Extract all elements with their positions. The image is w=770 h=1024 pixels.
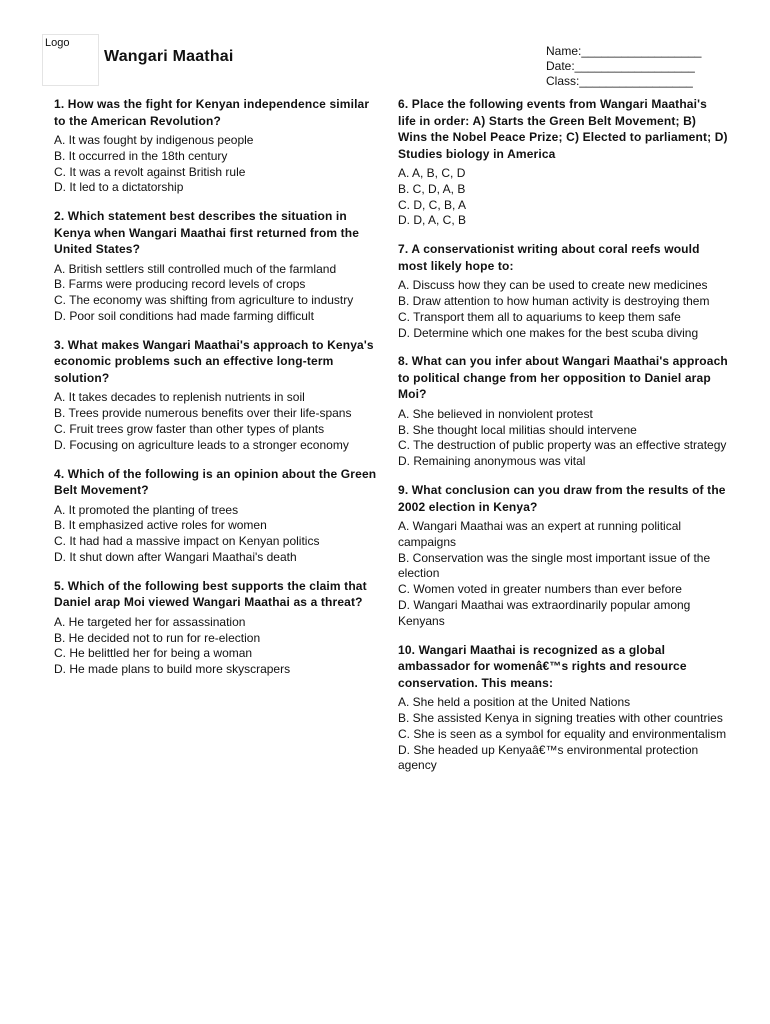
answer-option[interactable]: B. He decided not to run for re-election — [54, 630, 261, 645]
answer-option[interactable]: C. The destruction of public property was an effective strategy — [398, 438, 727, 453]
question-text: 7. A conservationist writing about coral reefs would most likely hope to: — [398, 242, 700, 273]
answer-option[interactable]: B. Draw attention to how human activity is destroying them — [398, 293, 710, 308]
question-7 — [398, 241, 728, 341]
answer-option[interactable]: A. It was fought by indigenous people — [54, 133, 254, 147]
question-text: 2. Which statement best describes the situation in Kenya when Wangari Maathai first returned from the United States? — [54, 209, 360, 257]
answer-option[interactable]: D. Poor soil conditions had made farming difficult — [54, 309, 314, 324]
logo-placeholder — [42, 34, 99, 86]
date-field[interactable]: Date:__________________ — [546, 59, 695, 73]
question-text: 3. What makes Wangari Maathai's approach to Kenya's economic problems such an effective long-term solution? — [54, 337, 374, 385]
answer-option[interactable]: A. She held a position at the United Nations — [398, 695, 631, 710]
answer-option[interactable]: D. D, A, C, B — [398, 213, 467, 228]
page-title: Wangari Maathai — [104, 48, 234, 65]
answer-option[interactable]: B. C, D, A, B — [398, 181, 466, 196]
answer-option[interactable]: C. It had had a massive impact on Kenyan politics — [54, 534, 320, 549]
answer-option[interactable]: A. It promoted the planting of trees — [54, 502, 239, 517]
answer-option[interactable]: B. Conservation was the single most important issue of the election — [398, 550, 711, 581]
question-text: 10. Wangari Maathai is recognized as a global ambassador for womenâ€™s rights and resource conservation. This means: — [398, 642, 687, 690]
question-9 — [398, 482, 728, 630]
question-10 — [398, 642, 728, 774]
logo-label: Logo — [45, 37, 70, 49]
answer-option[interactable]: C. D, C, B, A — [398, 197, 467, 212]
answer-option[interactable]: B. It occurred in the 18th century — [54, 148, 228, 163]
question-text: 5. Which of the following best supports the claim that Daniel arap Moi viewed Wangari Maathai as a threat? — [54, 578, 367, 610]
right-question-column — [398, 96, 728, 786]
answer-option[interactable]: D. Determine which one makes for the best scuba diving — [398, 325, 699, 340]
answer-option[interactable]: C. Transport them all to aquariums to keep them safe — [398, 309, 681, 324]
answer-option[interactable]: C. It was a revolt against British rule — [54, 164, 246, 179]
answer-option[interactable]: B. It emphasized active roles for women — [54, 518, 267, 533]
question-1 — [54, 96, 384, 196]
answer-option[interactable]: D. It led to a dictatorship — [54, 180, 184, 195]
question-6 — [398, 96, 728, 229]
answer-option[interactable]: B. She assisted Kenya in signing treaties with other countries — [398, 710, 723, 725]
question-text: 4. Which of the following is an opinion about the Green Belt Movement? — [54, 466, 377, 498]
student-info-block — [546, 44, 701, 89]
answer-option[interactable]: C. Women voted in greater numbers than ever before — [398, 582, 682, 597]
answer-option[interactable]: C. The economy was shifting from agriculture to industry — [54, 293, 354, 308]
question-8 — [398, 353, 728, 470]
answer-option[interactable]: D. She headed up Kenyaâ€™s environmental protection agency — [398, 742, 699, 773]
answer-option[interactable]: A. A, B, C, D — [398, 166, 466, 180]
answer-option[interactable]: D. Focusing on agriculture leads to a stronger economy — [54, 437, 349, 452]
answer-option[interactable]: A. Wangari Maathai was an expert at running political campaigns — [398, 519, 682, 549]
answer-option[interactable]: A. He targeted her for assassination — [54, 614, 246, 629]
question-text: 8. What can you infer about Wangari Maathai's approach to political change from her opposition to Daniel arap Moi? — [398, 354, 728, 402]
answer-option[interactable]: D. It shut down after Wangari Maathai's death — [54, 549, 297, 564]
answer-option[interactable]: A. It takes decades to replenish nutrients in soil — [54, 390, 305, 405]
question-5 — [54, 578, 384, 678]
answer-option[interactable]: B. Farms were producing record levels of crops — [54, 277, 306, 292]
question-4 — [54, 466, 384, 566]
question-2 — [54, 208, 384, 325]
answer-option[interactable]: C. He belittled her for being a woman — [54, 646, 253, 661]
question-text: 9. What conclusion can you draw from the results of the 2002 election in Kenya? — [398, 483, 726, 514]
answer-option[interactable]: B. She thought local militias should intervene — [398, 422, 637, 437]
answer-option[interactable]: A. Discuss how they can be used to create new medicines — [398, 278, 708, 293]
answer-option[interactable]: D. Remaining anonymous was vital — [398, 454, 586, 469]
answer-option[interactable]: B. Trees provide numerous benefits over their life-spans — [54, 406, 352, 421]
answer-option[interactable]: D. Wangari Maathai was extraordinarily popular among Kenyans — [398, 598, 691, 628]
name-field[interactable]: Name:__________________ — [546, 44, 702, 58]
question-3 — [54, 337, 384, 454]
answer-option[interactable]: C. She is seen as a symbol for equality and environmentalism — [398, 726, 727, 741]
answer-option[interactable]: A. British settlers still controlled much of the farmland — [54, 261, 337, 276]
answer-option[interactable]: D. He made plans to build more skyscrapers — [54, 662, 291, 677]
left-question-column — [54, 96, 384, 690]
answer-option[interactable]: A. She believed in nonviolent protest — [398, 406, 593, 421]
question-text: 6. Place the following events from Wangari Maathai's life in order: A) Starts the Green Belt Movement; B) Wins the Nobel Peace Prize; C) Elected to parliament; D) Studies biology in America — [398, 97, 728, 161]
answer-option[interactable]: C. Fruit trees grow faster than other types of plants — [54, 421, 325, 436]
question-text: 1. How was the fight for Kenyan independence similar to the American Revolution? — [54, 97, 370, 128]
class-field[interactable]: Class:_________________ — [546, 74, 693, 88]
